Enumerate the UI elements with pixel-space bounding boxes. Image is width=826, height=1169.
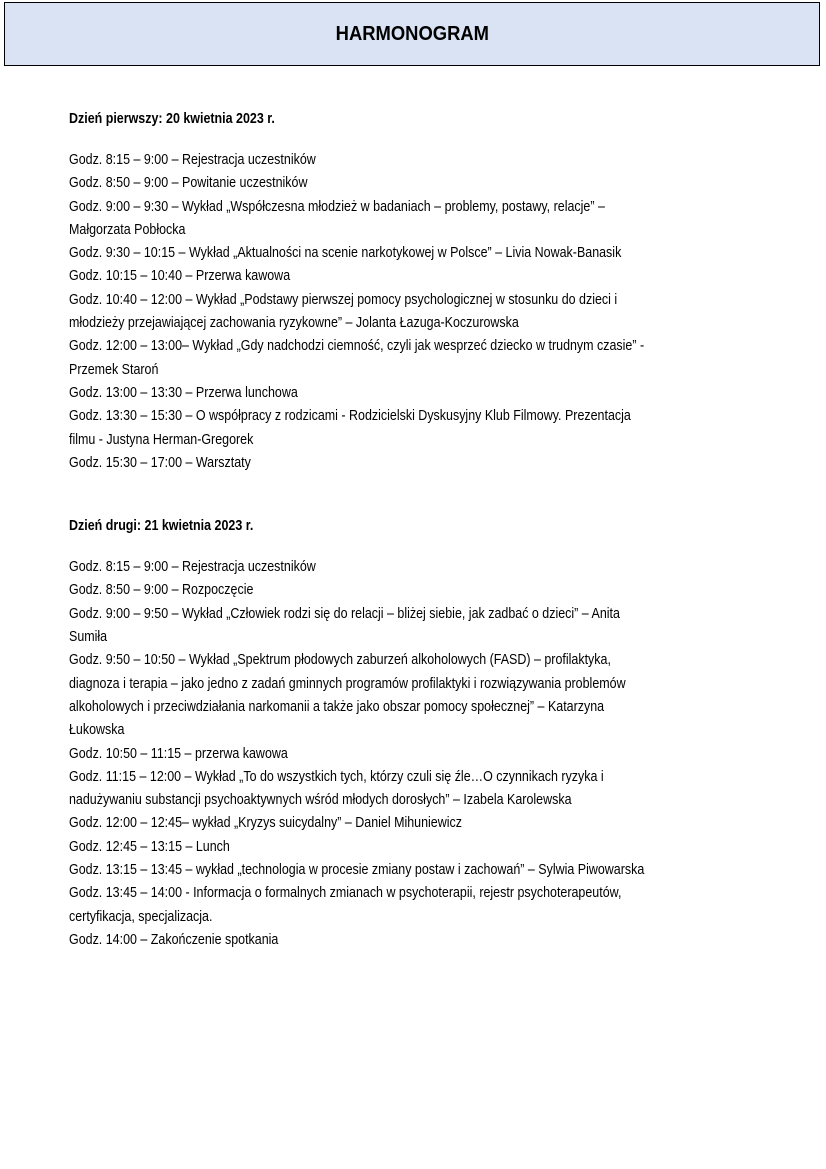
- schedule-entry-line: Przemek Staroń: [69, 361, 159, 378]
- schedule-entry-line: Godz. 8:50 – 9:00 – Powitanie uczestników: [69, 175, 308, 192]
- schedule-entry-line: Godz. 9:50 – 10:50 – Wykład „Spektrum płodowych zaburzeń alkoholowych (FASD) – profilaktyka,: [69, 652, 611, 669]
- schedule-entry-line: Małgorzata Pobłocka: [69, 221, 186, 238]
- schedule-entry: [69, 859, 789, 882]
- schedule-entry-line: Godz. 8:15 – 9:00 – Rejestracja uczestników: [69, 559, 316, 576]
- schedule-entry-line: Godz. 13:15 – 13:45 – wykład „technologia w procesie zmiany postaw i zachowań” – Sylwia Piwowarska: [69, 862, 645, 879]
- header-box: [4, 2, 820, 66]
- schedule-entry: [69, 172, 789, 195]
- day-section: [69, 515, 789, 952]
- heading-spacer: [69, 131, 789, 149]
- schedule-entry: [69, 242, 789, 265]
- page-title: HARMONOGRAM: [335, 22, 489, 45]
- schedule-entry-line: Łukowska: [69, 722, 125, 739]
- heading-spacer: [69, 538, 789, 556]
- schedule-entry-line: filmu - Justyna Herman-Gregorek: [69, 431, 254, 448]
- day-gap: [69, 475, 789, 515]
- schedule-entry-line: młodzieży przejawiającej zachowania ryzykowne” – Jolanta Łazuga-Koczurowska: [69, 315, 519, 332]
- day-section: [69, 108, 789, 475]
- schedule-entry-line: Godz. 12:00 – 12:45– wykład „Kryzys suicydalny” – Daniel Mihuniewicz: [69, 815, 462, 832]
- schedule-entry-line: Sumiła: [69, 629, 108, 646]
- schedule-entry-line: Godz. 10:40 – 12:00 – Wykład „Podstawy pierwszej pomocy psychologicznej w stosunku do dzieci i: [69, 291, 618, 308]
- schedule-content: [69, 108, 789, 952]
- schedule-entry-line: Godz. 12:45 – 13:15 – Lunch: [69, 838, 230, 855]
- schedule-entry-line: Godz. 13:00 – 13:30 – Przerwa lunchowa: [69, 384, 298, 401]
- schedule-entry: [69, 836, 789, 859]
- schedule-entry: [69, 196, 789, 243]
- schedule-entry: [69, 149, 789, 172]
- schedule-entry: [69, 649, 789, 742]
- schedule-entry-line: Godz. 14:00 – Zakończenie spotkania: [69, 931, 279, 948]
- schedule-entry-line: Godz. 8:50 – 9:00 – Rozpoczęcie: [69, 582, 254, 599]
- schedule-entry: [69, 766, 789, 813]
- schedule-entry: [69, 382, 789, 405]
- schedule-entry-line: Godz. 8:15 – 9:00 – Rejestracja uczestników: [69, 152, 316, 168]
- schedule-entry: [69, 556, 789, 579]
- day-heading: Dzień pierwszy: 20 kwietnia 2023 r.: [69, 111, 275, 127]
- day-heading: Dzień drugi: 21 kwietnia 2023 r.: [69, 518, 254, 535]
- schedule-entry: [69, 743, 789, 766]
- schedule-entry-line: certyfikacja, specjalizacja.: [69, 908, 213, 925]
- schedule-entry-line: alkoholowych i przeciwdziałania narkomanii a także jako obszar pomocy społecznej” – Katarzyna: [69, 698, 605, 715]
- schedule-entry: [69, 265, 789, 288]
- schedule-entry-line: Godz. 9:00 – 9:50 – Wykład „Człowiek rodzi się do relacji – bliżej siebie, jak zadbać o dzieci” – Anita: [69, 605, 620, 622]
- schedule-entry: [69, 603, 789, 650]
- schedule-entry-line: Godz. 9:30 – 10:15 – Wykład „Aktualności na scenie narkotykowej w Polsce” – Livia Nowak-Banasik: [69, 245, 622, 262]
- schedule-entry-line: Godz. 11:15 – 12:00 – Wykład „To do wszystkich tych, którzy czuli się źle…O czynnikach ryzyka i: [69, 768, 604, 785]
- schedule-entry-line: Godz. 15:30 – 17:00 – Warsztaty: [69, 454, 251, 471]
- schedule-entry: [69, 405, 789, 452]
- schedule-entry-line: Godz. 10:50 – 11:15 – przerwa kawowa: [69, 745, 288, 762]
- schedule-entry-line: diagnoza i terapia – jako jedno z zadań gminnych programów profilaktyki i rozwiązywania problemów: [69, 675, 626, 692]
- schedule-entry-line: Godz. 12:00 – 13:00– Wykład „Gdy nadchodzi ciemność, czyli jak wesprzeć dziecko w trudnym czasie” -: [69, 338, 645, 355]
- schedule-entry-line: Godz. 13:30 – 15:30 – O współpracy z rodzicami - Rodzicielski Dyskusyjny Klub Filmowy. Prezentacja: [69, 408, 631, 425]
- schedule-entry: [69, 452, 789, 475]
- schedule-entry-line: Godz. 10:15 – 10:40 – Przerwa kawowa: [69, 268, 291, 285]
- schedule-entry: [69, 882, 789, 929]
- schedule-entry: [69, 335, 789, 382]
- schedule-entry-line: nadużywaniu substancji psychoaktywnych wśród młodych dorosłych” – Izabela Karolewska: [69, 792, 572, 809]
- schedule-entry: [69, 579, 789, 602]
- schedule-entry: [69, 812, 789, 835]
- schedule-entry: [69, 929, 789, 952]
- schedule-entry: [69, 289, 789, 336]
- schedule-entry-line: Godz. 9:00 – 9:30 – Wykład „Współczesna młodzież w badaniach – problemy, postawy, relacje” –: [69, 198, 605, 215]
- schedule-entry-line: Godz. 13:45 – 14:00 - Informacja o formalnych zmianach w psychoterapii, rejestr psychoterapeutów,: [69, 885, 622, 902]
